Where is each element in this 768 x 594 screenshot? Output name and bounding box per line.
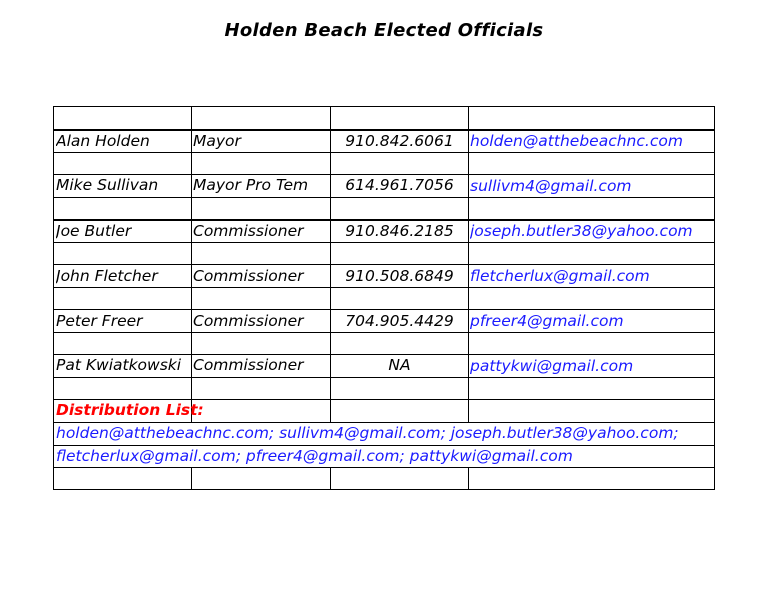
row-divider <box>54 332 714 333</box>
row-divider <box>54 377 714 378</box>
official-email-link[interactable]: pfreer4@gmail.com <box>470 312 624 330</box>
official-phone: 614.961.7056 <box>345 176 454 194</box>
row-divider <box>54 467 714 468</box>
official-name: Mike Sullivan <box>56 176 159 194</box>
official-title: Commissioner <box>193 312 304 330</box>
official-title: Commissioner <box>193 267 304 285</box>
column-divider <box>468 468 469 490</box>
official-name: Joe Butler <box>56 222 132 240</box>
official-name: Alan Holden <box>56 132 150 150</box>
official-phone: NA <box>388 356 411 374</box>
official-email-link[interactable]: sullivm4@gmail.com <box>470 177 632 195</box>
officials-table <box>53 106 715 490</box>
official-email-link[interactable]: pattykwi@gmail.com <box>470 357 634 375</box>
official-email-link[interactable]: joseph.butler38@yahoo.com <box>470 222 693 240</box>
row-divider <box>54 152 714 153</box>
official-name: John Fletcher <box>56 267 158 285</box>
column-divider <box>330 468 331 490</box>
official-title: Commissioner <box>193 356 304 374</box>
official-title: Mayor <box>193 132 241 150</box>
column-divider <box>468 107 469 423</box>
official-name: Peter Freer <box>56 312 143 330</box>
official-phone: 910.508.6849 <box>345 267 454 285</box>
official-phone: 910.842.6061 <box>345 132 454 150</box>
distribution-emails-line-2[interactable]: fletcherlux@gmail.com; pfreer4@gmail.com; pattykwi@gmail.com <box>56 447 573 465</box>
distribution-emails-line-1[interactable]: holden@atthebeachnc.com; sullivm4@gmail.com; joseph.butler38@yahoo.com; <box>56 424 679 442</box>
row-divider <box>54 242 714 243</box>
official-email-link[interactable]: holden@atthebeachnc.com <box>470 132 683 150</box>
official-name: Pat Kwiatkowski <box>56 356 182 374</box>
official-email-link[interactable]: fletcherlux@gmail.com <box>470 267 650 285</box>
official-phone: 910.846.2185 <box>345 222 454 240</box>
row-divider <box>54 197 714 198</box>
distribution-list-label: Distribution List: <box>56 401 204 419</box>
column-divider <box>191 468 192 490</box>
row-divider <box>54 287 714 288</box>
page-title: Holden Beach Elected Officials <box>224 20 544 41</box>
column-divider <box>191 107 192 423</box>
official-phone: 704.905.4429 <box>345 312 454 330</box>
official-title: Mayor Pro Tem <box>193 176 309 194</box>
official-title: Commissioner <box>193 222 304 240</box>
